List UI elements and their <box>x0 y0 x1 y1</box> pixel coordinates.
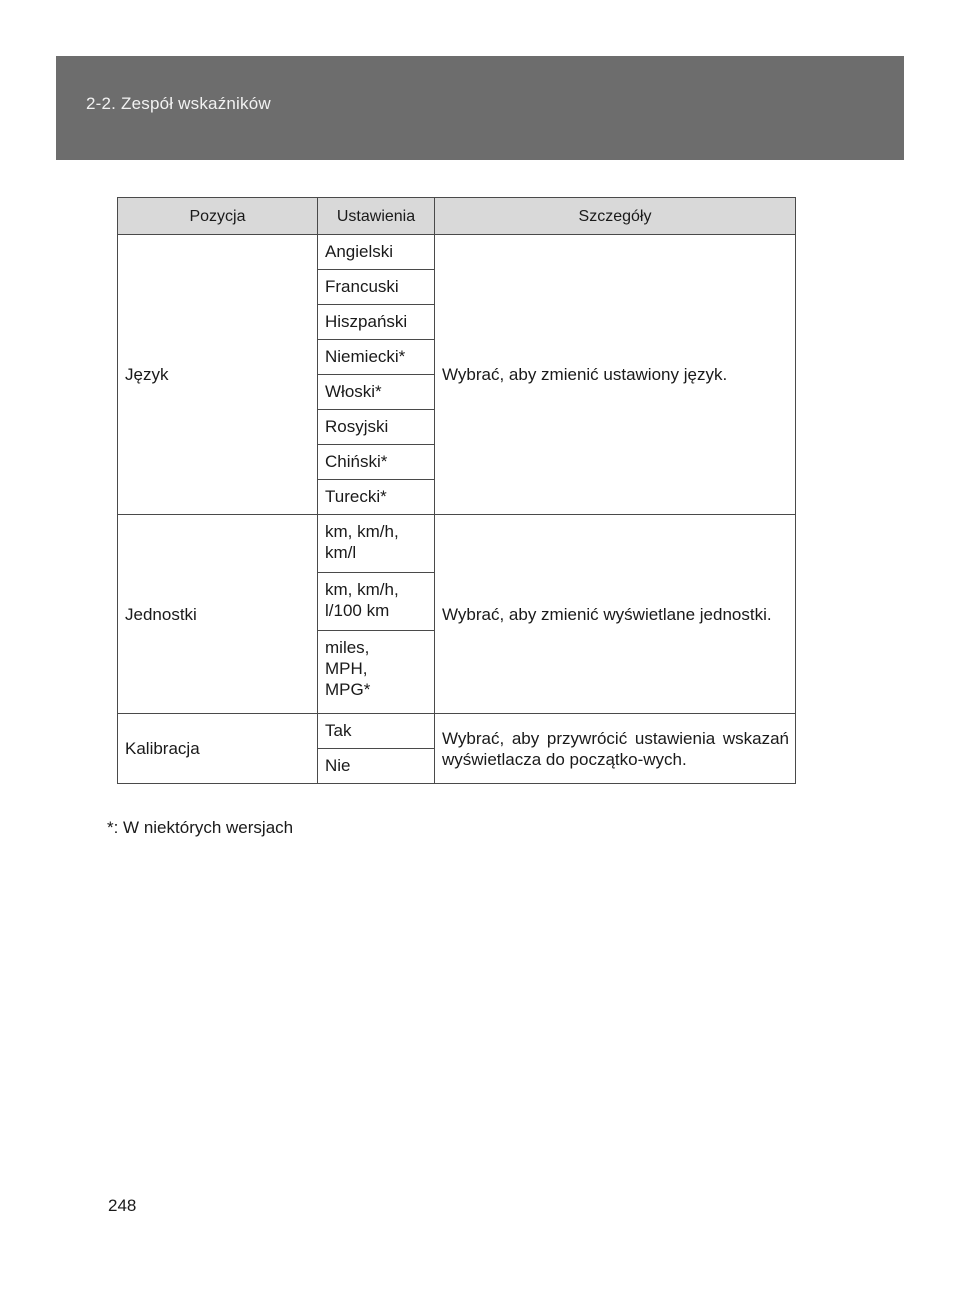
item-cell-units: Jednostki <box>118 515 318 714</box>
item-cell-calibration: Kalibracja <box>118 714 318 784</box>
option-cell: Tak <box>318 714 435 749</box>
option-cell: Rosyjski <box>318 410 435 445</box>
option-cell: Turecki* <box>318 480 435 515</box>
option-cell: Włoski* <box>318 375 435 410</box>
option-cell: miles, MPH, MPG* <box>318 631 435 714</box>
column-header-settings: Ustawienia <box>318 198 435 235</box>
option-cell: Chiński* <box>318 445 435 480</box>
option-cell: Niemiecki* <box>318 340 435 375</box>
settings-table <box>117 197 796 784</box>
option-cell: km, km/h, km/l <box>318 515 435 573</box>
page-number: 248 <box>108 1196 137 1215</box>
table-header-row <box>118 198 796 235</box>
detail-cell-language: Wybrać, aby zmienić ustawiony język. <box>435 235 796 515</box>
item-cell-language: Język <box>118 235 318 515</box>
table-row <box>118 235 796 270</box>
detail-cell-units: Wybrać, aby zmienić wyświetlane jednostki. <box>435 515 796 714</box>
section-title: 2-2. Zespół wskaźników <box>86 94 271 113</box>
option-cell: km, km/h, l/100 km <box>318 573 435 631</box>
option-cell: Angielski <box>318 235 435 270</box>
footnote: *: W niektórych wersjach <box>107 818 294 837</box>
column-header-details: Szczegóły <box>435 198 796 235</box>
option-cell: Hiszpański <box>318 305 435 340</box>
table-row <box>118 515 796 573</box>
option-cell: Nie <box>318 749 435 784</box>
option-cell: Francuski <box>318 270 435 305</box>
detail-cell-calibration: Wybrać, aby przywrócić ustawienia wskazań wyświetlacza do początko-wych. <box>435 714 796 784</box>
header-band <box>56 56 904 160</box>
column-header-item: Pozycja <box>118 198 318 235</box>
table-row <box>118 714 796 749</box>
